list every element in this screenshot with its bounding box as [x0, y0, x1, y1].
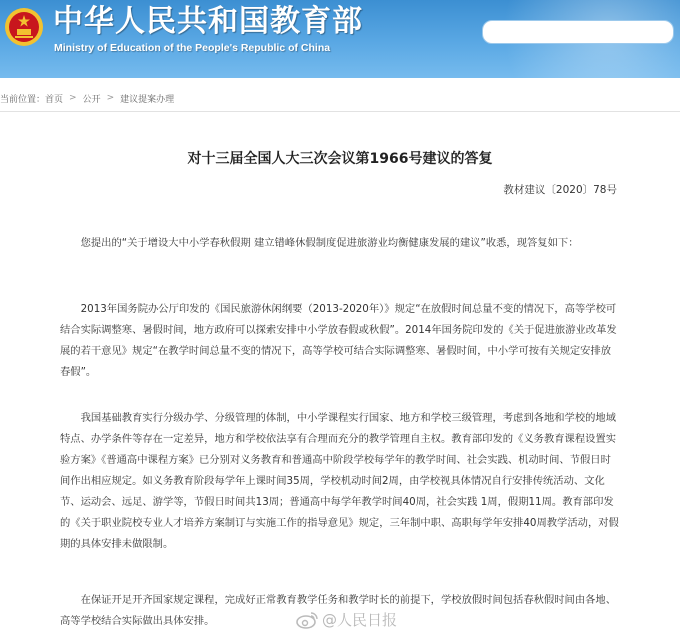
national-emblem-icon[interactable] — [4, 7, 44, 47]
breadcrumb-proposals[interactable]: 建议提案办理 — [120, 94, 175, 105]
paragraph: 我国基础教育实行分级办学、分级管理的体制，中小学课程实行国家、地方和学校三级管理，考虑到各地和学校的地域特点、办学条件等存在一定差异，地方和学校依法享有合理而充分的教学管理自主权。教育部印发的《义务教育课程设置实验方案》《普通高中课程方案》已分别对义务教育和普通高中阶段学校每学年的教学时间、社会实践、机动时间、节假日时间作出相应规定。如义务教育阶段每学年上课时间35周，学校机动时间2周，由学校视具体情况自行安排传统活动、文化节、运动会、远足、游学等，节假日时间共13周；普通高中每学年教学时间40周，社会实践 1周，假期11周。教育部印发的《关于职业院校专业人才培养方案制订与实施工作的指导意见》规定，三年制中职、高职每学年安排40周教学活动，对假期的具体安排未做限制。 — [60, 412, 619, 550]
search-input[interactable] — [482, 20, 674, 44]
document-title: 对十三届全国人大三次会议第1966号建议的答复 — [187, 151, 493, 167]
paragraph: 2013年国务院办公厅印发的《国民旅游休闲纲要（2013-2020年）》规定“在放假时间总量不变的情况下，高等学校可结合实际调整寒、暑假时间，地方政府可以探索安排中小学放春假或秋假”。2014年国务院印发的《关于促进旅游业改革发展的若干意见》规定“在教学时间总量不变的情况下，高等学校可结合实际调整寒、暑假时间，中小学可按有关规定安排放春假”。 — [60, 303, 617, 378]
paragraph: 您提出的“关于增设大中小学春秋假期 建立错峰休假制度促进旅游业均衡健康发展的建议”收悉，现答复如下： — [80, 237, 579, 249]
breadcrumb-home[interactable]: 首页 — [45, 94, 64, 105]
header-divider — [0, 111, 680, 112]
breadcrumb-separator: > — [69, 93, 77, 103]
site-header — [0, 0, 680, 78]
site-title[interactable]: 中华人民共和国教育部 — [53, 4, 363, 39]
paragraph: 在保证开足开齐国家规定课程，完成好正常教育教学任务和教学时长的前提下，学校放假时间包括春秋假时间由各地、高等学校结合实际做出具体安排。 — [60, 594, 617, 627]
document-number: 教材建议〔2020〕78号 — [503, 184, 617, 196]
breadcrumb-public[interactable]: 公开 — [82, 94, 101, 105]
site-subtitle: Ministry of Education of the People's Republic of China — [54, 42, 331, 54]
breadcrumb-label: 当前位置： — [0, 94, 46, 105]
weibo-icon — [296, 611, 318, 629]
watermark — [296, 609, 397, 630]
watermark-text: @人民日报 — [322, 611, 398, 629]
breadcrumb — [0, 90, 174, 106]
breadcrumb-separator: > — [106, 93, 115, 103]
